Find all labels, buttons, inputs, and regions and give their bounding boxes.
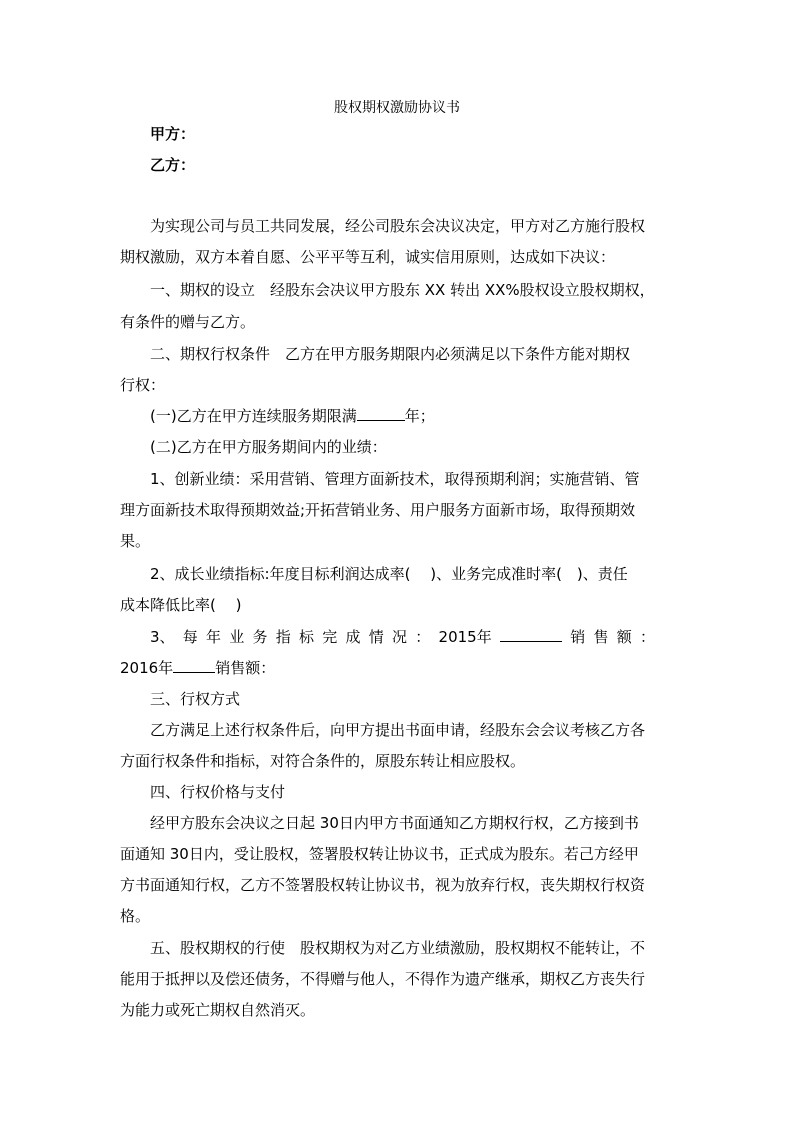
item-3-token: 况	[392, 628, 408, 646]
item-3-line-2	[120, 658, 275, 678]
item-1-line-3: 果。	[120, 532, 151, 550]
item-3-token: 2015年	[438, 628, 492, 646]
sales-2016-blank	[173, 658, 215, 673]
condition-1-text: (一)乙方在甲方连续服务期限满	[150, 407, 357, 425]
preamble-line-1: 为实现公司与员工共同发展，经公司股东会决议决定，甲方对乙方施行股权	[150, 217, 646, 235]
section-3-line-2: 方面行权条件和指标，对符合条件的，原股东转让相应股权。	[120, 752, 526, 770]
condition-2: (二)乙方在甲方服务期间内的业绩：	[150, 438, 387, 456]
section-1-line-2: 有条件的赠与乙方。	[120, 313, 256, 331]
section-5-line-3: 为能力或死亡期权自然消灭。	[120, 1001, 316, 1019]
item-3-token: 务	[252, 628, 268, 646]
item-3-token: 完	[322, 628, 338, 646]
section-5-line-2: 能用于抵押以及偿还债务，不得赠与他人，不得作为遗产继承，期权乙方丧失行	[120, 970, 646, 988]
section-4-line-2: 面通知 30日内，受让股权，签署股权转让协议书，正式成为股东。若己方经甲	[120, 845, 639, 863]
party-b-label: 乙方：	[150, 156, 196, 174]
item-3-token: 每	[182, 628, 198, 646]
item-3-token: 标	[299, 628, 315, 646]
year-2016-label: 2016年	[120, 659, 174, 677]
sales-2016-label: 销售额：	[215, 659, 276, 677]
section-4-line-4: 格。	[120, 907, 151, 925]
condition-1	[150, 406, 435, 426]
sales-2015-blank	[500, 627, 562, 642]
item-2-line-1: 2、成长业绩指标:年度目标利润达成率( )、业务完成准时率( )、责任	[150, 565, 628, 583]
item-3-token: 年	[206, 628, 222, 646]
item-1-line-2: 理方面新技术取得预期效益;开拓营销业务、用户服务方面新市场，取得预期效	[120, 501, 636, 519]
item-3-token: 情	[368, 628, 384, 646]
item-1-line-1: 1、创新业绩：采用营销、管理方面新技术，取得预期利润；实施营销、管	[150, 470, 640, 488]
condition-1-unit: 年；	[404, 407, 435, 425]
item-3-line-1	[150, 627, 655, 647]
item-2-line-2: 成本降低比率( )	[120, 596, 242, 614]
section-2-line-2: 行权：	[120, 376, 166, 394]
item-3-token: ：	[639, 628, 655, 646]
section-3-line-1: 乙方满足上述行权条件后，向甲方提出书面申请，经股东会会议考核乙方各	[150, 721, 646, 739]
item-3-token: 销	[570, 628, 586, 646]
item-3-token: 售	[593, 628, 609, 646]
section-1-line-1: 一、期权的设立 经股东会决议甲方股东 XX 转出 XX%股权设立股权期权，	[150, 281, 655, 299]
service-years-blank	[357, 406, 405, 421]
item-3-token: 额	[616, 628, 632, 646]
section-2-line-1: 二、期权行权条件 乙方在甲方服务期限内必须满足以下条件方能对期权	[150, 345, 631, 363]
section-5-line-1: 五、股权期权的行使 股权期权为对乙方业绩激励，股权期权不能转让，不	[150, 939, 646, 957]
preamble-line-2: 期权激励，双方本着自愿、公平平等互利，诚实信用原则，达成如下决议：	[120, 248, 616, 266]
document-title: 股权期权激励协议书	[334, 100, 460, 116]
section-4-line-1: 经甲方股东会决议之日起 30日内甲方书面通知乙方期权行权，乙方接到书	[150, 814, 639, 832]
party-a-label: 甲方：	[150, 125, 196, 143]
section-4-heading: 四、行权价格与支付	[150, 783, 286, 801]
item-3-token: 指	[275, 628, 291, 646]
item-3-token: 成	[345, 628, 361, 646]
section-3-heading: 三、行权方式	[150, 690, 241, 708]
item-3-token: ：	[415, 628, 431, 646]
section-4-line-3: 方书面通知行权，乙方不签署股权转让协议书，视为放弃行权，丧失期权行权资	[120, 876, 646, 894]
item-3-token: 业	[229, 628, 245, 646]
item-3-token: 3、	[150, 628, 175, 646]
